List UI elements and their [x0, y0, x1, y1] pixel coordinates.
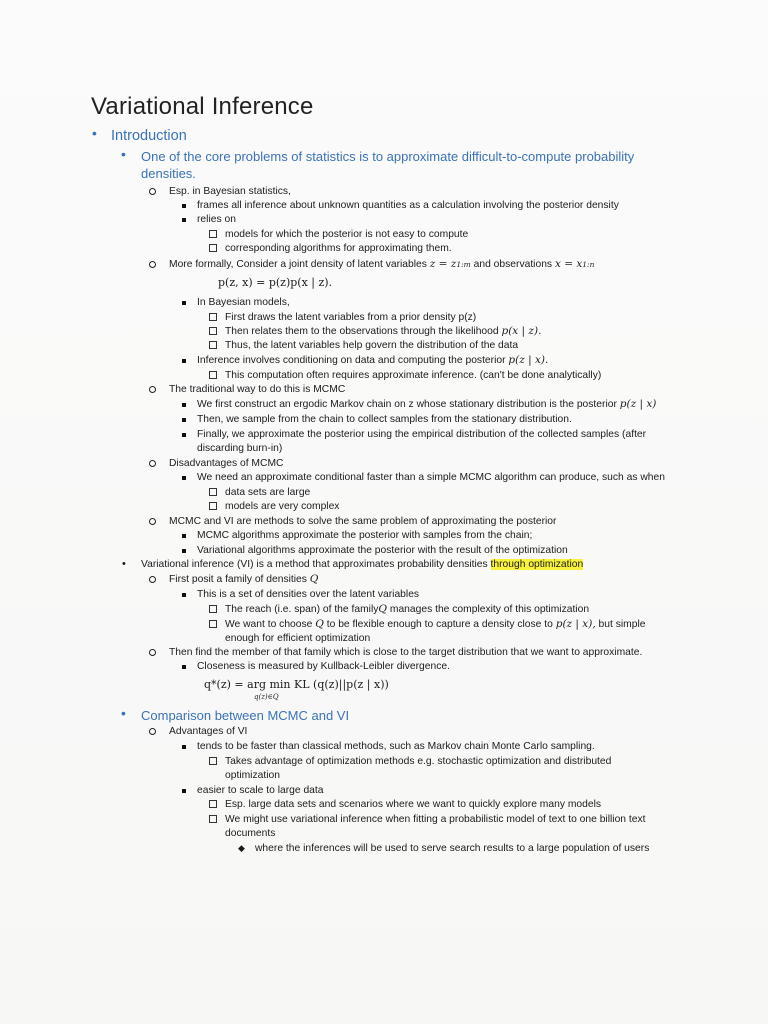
- list-item: [225, 618, 645, 631]
- list-item: MCMC algorithms approximate the posterior with samples from the chain;: [197, 530, 533, 541]
- square-bullet-icon: [182, 544, 186, 557]
- square-bullet-icon: [182, 354, 186, 367]
- bullet-dot: •: [121, 146, 126, 162]
- math-q: Q: [378, 603, 387, 615]
- list-item: Then, we sample from the chain to collect samples from the stationary distribution.: [197, 414, 572, 425]
- equation-kl-sub: q(z)∈Q: [254, 693, 279, 701]
- equation-kl: q*(z) = arg min KL (q(z)||p(z | x)): [204, 678, 389, 691]
- list-item: Disadvantages of MCMC: [169, 458, 284, 469]
- list-item: Variational algorithms approximate the posterior with the result of the optimization: [197, 545, 568, 556]
- circle-bullet-icon: [149, 185, 156, 198]
- list-item: We need an approximate conditional faster than a simple MCMC algorithm can produce, such as when: [197, 472, 665, 483]
- circle-bullet-icon: [149, 725, 156, 738]
- box-bullet-icon: [209, 603, 217, 616]
- box-bullet-icon: [209, 339, 217, 352]
- page-title: Variational Inference: [91, 93, 314, 120]
- list-item: This is a set of densities over the latent variables: [197, 589, 420, 600]
- circle-bullet-icon: [149, 573, 156, 586]
- list-item: Esp. large data sets and scenarios where we want to quickly explore many models: [225, 799, 602, 810]
- math-sub: 1:m: [456, 260, 471, 269]
- list-item: [197, 354, 548, 367]
- square-bullet-icon: [182, 413, 186, 426]
- math-q: Q: [315, 618, 324, 630]
- box-bullet-icon: [209, 798, 217, 811]
- math-z: z = z: [429, 258, 457, 270]
- list-item: [141, 558, 583, 571]
- circle-bullet-icon: [149, 515, 156, 528]
- list-item: tends to be faster than classical methods, such as Markov chain Monte Carlo sampling.: [197, 741, 595, 752]
- list-item: [197, 398, 656, 411]
- math-q: Q: [309, 573, 319, 585]
- highlighted-text: through optimization: [490, 559, 584, 570]
- square-bullet-icon: [182, 529, 186, 542]
- list-item-cont: optimization: [225, 770, 280, 781]
- box-bullet-icon: [209, 242, 217, 255]
- equation-joint-density: p(z, x) = p(z)p(x | z).: [218, 276, 333, 289]
- list-item: Then find the member of that family which is close to the target distribution that we want to approximate.: [169, 647, 643, 658]
- circle-bullet-icon: [149, 646, 156, 659]
- list-item-text: Variational inference (VI) is a method that approximates probability densities: [141, 559, 488, 570]
- square-bullet-icon: [182, 660, 186, 673]
- list-item-text: Then relates them to the observations through the likelihood: [225, 326, 499, 337]
- bullet-dot: •: [121, 705, 126, 721]
- list-item: corresponding algorithms for approximating them.: [225, 243, 452, 254]
- circle-bullet-icon: [149, 258, 156, 271]
- list-item: easier to scale to large data: [197, 785, 324, 796]
- list-item: data sets are large: [225, 487, 311, 498]
- bullet-dot: •: [92, 125, 97, 141]
- list-item: We might use variational inference when fitting a probabilistic model of text to one billion text: [225, 814, 646, 825]
- box-bullet-icon: [209, 228, 217, 241]
- subheading-core-problem-cont: densities.: [141, 166, 196, 181]
- list-item-text: to be flexible enough to capture a density close to: [326, 619, 553, 630]
- list-item: This computation often requires approximate inference. (can't be done analytically): [225, 370, 602, 381]
- list-item: Thus, the latent variables help govern the distribution of the data: [225, 340, 519, 351]
- list-item: The traditional way to do this is MCMC: [169, 384, 346, 395]
- list-item-text: More formally, Consider a joint density of latent variables: [169, 259, 427, 270]
- list-item: models for which the posterior is not easy to compute: [225, 229, 469, 240]
- square-bullet-icon: [182, 471, 186, 484]
- list-item: Closeness is measured by Kullback-Leibler divergence.: [197, 661, 450, 672]
- list-item-text: but simple: [598, 619, 646, 630]
- list-item: In Bayesian models,: [197, 297, 290, 308]
- list-item-text: First posit a family of densities: [169, 574, 307, 585]
- diamond-bullet-icon: ◆: [238, 843, 245, 853]
- circle-bullet-icon: [149, 383, 156, 396]
- list-item: Advantages of VI: [169, 726, 248, 737]
- square-bullet-icon: [182, 784, 186, 797]
- square-bullet-icon: [182, 199, 186, 212]
- list-item-text: We first construct an ergodic Markov chain on z whose stationary distribution is the posterior: [197, 399, 617, 410]
- list-item: models are very complex: [225, 501, 340, 512]
- list-item: where the inferences will be used to serve search results to a large population of users: [255, 843, 650, 854]
- square-bullet-icon: [182, 213, 186, 226]
- list-item-text: We want to choose: [225, 619, 313, 630]
- square-bullet-icon: [182, 740, 186, 753]
- list-item-text: and observations: [473, 259, 553, 270]
- box-bullet-icon: [209, 813, 217, 826]
- list-item-text: manages the complexity of this optimization: [389, 604, 590, 615]
- list-item: relies on: [197, 214, 236, 225]
- list-item: frames all inference about unknown quantities as a calculation involving the posterior density: [197, 200, 619, 211]
- math-x: x = x: [554, 258, 583, 270]
- box-bullet-icon: [209, 755, 217, 768]
- list-item: [169, 258, 594, 271]
- square-bullet-icon: [182, 588, 186, 601]
- box-bullet-icon: [209, 486, 217, 499]
- list-item-cont: documents: [225, 828, 276, 839]
- math-posterior: p(z | x): [619, 398, 657, 410]
- math-likelihood: p(x | z).: [501, 325, 542, 337]
- box-bullet-icon: [209, 618, 217, 631]
- box-bullet-icon: [209, 500, 217, 513]
- list-item: [225, 325, 541, 338]
- box-bullet-icon: [209, 369, 217, 382]
- list-item-text: The reach (i.e. span) of the family: [225, 604, 379, 615]
- list-item: Finally, we approximate the posterior using the empirical distribution of the collected samples (after: [197, 429, 647, 440]
- square-bullet-icon: [182, 398, 186, 411]
- math-posterior: p(z | x),: [555, 618, 596, 630]
- list-item: Esp. in Bayesian statistics,: [169, 186, 291, 197]
- list-item: First draws the latent variables from a prior density p(z): [225, 312, 477, 323]
- list-item-text: Inference involves conditioning on data and computing the posterior: [197, 355, 506, 366]
- list-item: Takes advantage of optimization methods e.g. stochastic optimization and distributed: [225, 756, 612, 767]
- circle-bullet-icon: [149, 457, 156, 470]
- list-item-cont: discarding burn-in): [197, 443, 283, 454]
- box-bullet-icon: [209, 325, 217, 338]
- list-item: [225, 603, 589, 616]
- square-bullet-icon: [182, 296, 186, 309]
- math-sub: 1:n: [582, 260, 595, 269]
- bullet-dot: •: [122, 558, 126, 570]
- list-item: [169, 573, 318, 586]
- subheading-comparison: Comparison between MCMC and VI: [141, 708, 350, 723]
- list-item: MCMC and VI are methods to solve the same problem of approximating the posterior: [169, 516, 557, 527]
- math-posterior: p(z | x).: [508, 354, 549, 366]
- list-item-cont: enough for efficient optimization: [225, 633, 371, 644]
- section-heading-introduction: Introduction: [111, 128, 187, 144]
- subheading-core-problem: One of the core problems of statistics is to approximate difficult-to-compute probability: [141, 149, 635, 164]
- box-bullet-icon: [209, 311, 217, 324]
- square-bullet-icon: [182, 428, 186, 441]
